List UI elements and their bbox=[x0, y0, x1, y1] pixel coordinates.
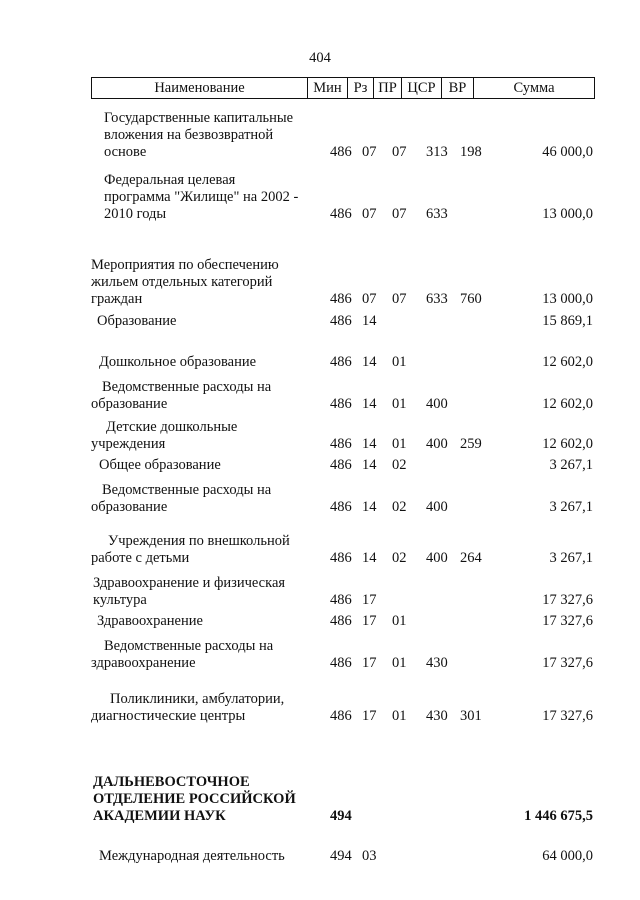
row-name: Учреждения по внешкольной работе с детьми bbox=[91, 533, 290, 566]
cell-pr: 02 bbox=[392, 550, 407, 566]
cell-sum: 46 000,0 bbox=[542, 144, 593, 160]
cell-pr: 01 bbox=[392, 708, 407, 724]
cell-min: 486 bbox=[330, 550, 352, 566]
cell-pr: 01 bbox=[392, 613, 407, 629]
cell-csr: 430 bbox=[426, 708, 448, 724]
cell-pr: 01 bbox=[392, 354, 407, 370]
cell-pr: 07 bbox=[392, 206, 407, 222]
cell-sum: 1 446 675,5 bbox=[524, 808, 593, 824]
cell-csr: 633 bbox=[426, 206, 448, 222]
row-name: Общее образование bbox=[99, 457, 221, 473]
cell-sum: 13 000,0 bbox=[542, 206, 593, 222]
cell-rz: 17 bbox=[362, 708, 377, 724]
cell-csr: 430 bbox=[426, 655, 448, 671]
cell-sum: 17 327,6 bbox=[542, 708, 593, 724]
cell-sum: 17 327,6 bbox=[542, 592, 593, 608]
row-name: Мероприятия по обеспечению жильем отдельных категорий граждан bbox=[91, 257, 279, 307]
cell-min: 494 bbox=[330, 808, 352, 824]
cell-csr: 400 bbox=[426, 396, 448, 412]
cell-sum: 17 327,6 bbox=[542, 613, 593, 629]
header-csr: ЦСР bbox=[402, 78, 442, 98]
cell-rz: 07 bbox=[362, 144, 377, 160]
cell-sum: 17 327,6 bbox=[542, 655, 593, 671]
cell-rz: 14 bbox=[362, 396, 377, 412]
cell-min: 486 bbox=[330, 592, 352, 608]
cell-rz: 14 bbox=[362, 313, 377, 329]
row-name: Здравоохранение и физическая культура bbox=[93, 575, 286, 608]
cell-csr: 400 bbox=[426, 436, 448, 452]
cell-pr: 07 bbox=[392, 291, 407, 307]
cell-sum: 15 869,1 bbox=[542, 313, 593, 329]
row-name: Дошкольное образование bbox=[99, 354, 257, 370]
row-name: Здравоохранение bbox=[97, 613, 203, 629]
cell-min: 486 bbox=[330, 457, 352, 473]
cell-rz: 03 bbox=[362, 848, 377, 864]
cell-pr: 07 bbox=[392, 144, 407, 160]
cell-rz: 14 bbox=[362, 550, 377, 566]
cell-csr: 400 bbox=[426, 550, 448, 566]
cell-pr: 01 bbox=[392, 396, 407, 412]
header-vr: ВР bbox=[442, 78, 474, 98]
header-sum: Сумма bbox=[513, 79, 555, 96]
cell-pr: 01 bbox=[392, 436, 407, 452]
cell-min: 486 bbox=[330, 313, 352, 329]
cell-csr: 400 bbox=[426, 499, 448, 515]
cell-min: 486 bbox=[330, 655, 352, 671]
cell-vr: 264 bbox=[460, 550, 482, 566]
cell-rz: 17 bbox=[362, 613, 377, 629]
cell-rz: 07 bbox=[362, 291, 377, 307]
row-name: Государственные капитальные вложения на безвозвратной основе bbox=[104, 110, 294, 160]
table-header bbox=[91, 77, 595, 99]
cell-sum: 13 000,0 bbox=[542, 291, 593, 307]
cell-rz: 14 bbox=[362, 354, 377, 370]
header-name: Наименование bbox=[92, 78, 308, 98]
cell-sum: 3 267,1 bbox=[549, 457, 593, 473]
cell-min: 486 bbox=[330, 354, 352, 370]
row-name: Ведомственные расходы на здравоохранение bbox=[91, 638, 274, 671]
cell-rz: 07 bbox=[362, 206, 377, 222]
cell-rz: 14 bbox=[362, 457, 377, 473]
cell-csr: 633 bbox=[426, 291, 448, 307]
cell-vr: 198 bbox=[460, 144, 482, 160]
cell-rz: 17 bbox=[362, 592, 377, 608]
cell-min: 486 bbox=[330, 708, 352, 724]
row-name: Образование bbox=[97, 313, 177, 329]
row-name: Международная деятельность bbox=[99, 848, 285, 864]
cell-sum: 12 602,0 bbox=[542, 436, 593, 452]
cell-pr: 02 bbox=[392, 457, 407, 473]
page-number: 404 bbox=[309, 50, 331, 66]
header-pr: ПР bbox=[374, 78, 402, 98]
cell-min: 486 bbox=[330, 291, 352, 307]
row-name: Поликлиники, амбулатории, диагностические центры bbox=[91, 691, 285, 724]
cell-min: 486 bbox=[330, 436, 352, 452]
cell-rz: 14 bbox=[362, 436, 377, 452]
cell-vr: 760 bbox=[460, 291, 482, 307]
row-name: Ведомственные расходы на образование bbox=[91, 482, 272, 515]
row-name: Детские дошкольные учреждения bbox=[91, 419, 238, 452]
cell-min: 486 bbox=[330, 613, 352, 629]
cell-sum: 64 000,0 bbox=[542, 848, 593, 864]
cell-rz: 14 bbox=[362, 499, 377, 515]
cell-min: 486 bbox=[330, 396, 352, 412]
row-name: Ведомственные расходы на образование bbox=[91, 379, 272, 412]
cell-sum: 3 267,1 bbox=[549, 550, 593, 566]
cell-vr: 259 bbox=[460, 436, 482, 452]
cell-min: 486 bbox=[330, 206, 352, 222]
cell-sum: 3 267,1 bbox=[549, 499, 593, 515]
cell-sum: 12 602,0 bbox=[542, 396, 593, 412]
cell-min: 486 bbox=[330, 499, 352, 515]
header-rz: Рз bbox=[348, 78, 374, 98]
row-name: ДАЛЬНЕВОСТОЧНОЕ ОТДЕЛЕНИЕ РОССИЙСКОЙ АКАДЕМИИ НАУК bbox=[93, 774, 296, 824]
cell-pr: 01 bbox=[392, 655, 407, 671]
cell-vr: 301 bbox=[460, 708, 482, 724]
header-min: Мин bbox=[308, 78, 348, 98]
cell-rz: 17 bbox=[362, 655, 377, 671]
row-name: Федеральная целевая программа "Жилище" на 2002 - 2010 годы bbox=[104, 172, 299, 222]
cell-sum: 12 602,0 bbox=[542, 354, 593, 370]
cell-csr: 313 bbox=[426, 144, 448, 160]
cell-min: 494 bbox=[330, 848, 352, 864]
cell-min: 486 bbox=[330, 144, 352, 160]
cell-pr: 02 bbox=[392, 499, 407, 515]
